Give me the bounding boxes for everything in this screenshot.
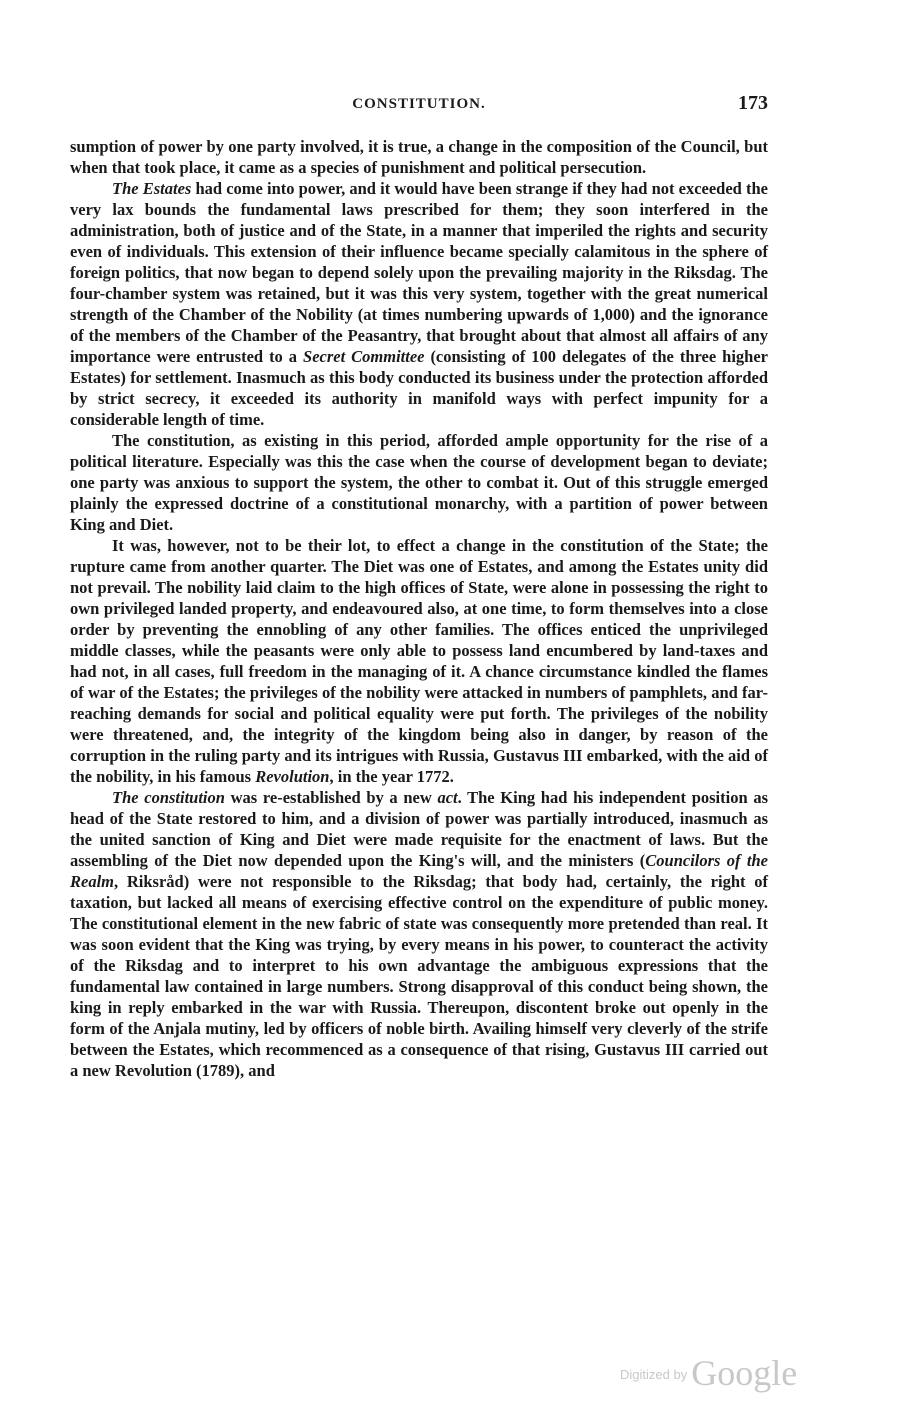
running-head: CONSTITUTION. [352,96,486,112]
run-in-heading: The Estates [112,179,192,198]
page-header [70,94,768,120]
paragraph-5: The constitution was re-established by a new act. The King had his independent position as head of the State restored to him, and a division of power was partially introduced, inasmuch as the united sanction of King and Diet were made requisite for the enactment of laws. But the assembling of the Diet now depended upon the King's will, and the ministers (Councilors of the Realm, Riksråd) were not responsible to the Riksdag; that body had, certainly, the right of taxation, but lacked all means of exercising effective control on the expenditure of public money. The constitutional element in the new fabric of state was consequently more pretended than real. It was soon evident that the King was trying, by every means in his power, to counteract the activity of the Riksdag and to interpret to his own advantage the ambiguous expressions that the fundamental law contained in large numbers. Strong disapproval of this conduct being shown, the king in reply embarked in the war with Russia. Thereupon, discontent broke out openly in the form of the Anjala mutiny, led by officers of noble birth. Availing himself very cleverly of the strife between the Estates, which recommenced as a consequence of that rising, Gustavus III carried out a new Revolution (1789), and [70,788,768,1080]
emphasis: Councilors of the Realm [70,851,768,891]
emphasis: Revolution [255,767,330,786]
paragraph-1: sumption of power by one party involved, it is true, a change in the composition of the Council, but when that took place, it came as a species of punishment and political persecution. [70,137,768,177]
run-in-heading: The constitution [112,788,225,807]
digitized-watermark [620,1352,820,1396]
paragraph-3: The constitution, as existing in this period, afforded ample opportunity for the rise of a political literature. Especially was this the case when the course of development began to deviate; one party was anxious to support the system, the other to combat it. Out of this struggle emerged plainly the expressed doctrine of a constitutional monarchy, with a partition of power between King and Diet. [70,431,768,534]
google-logo: Google [691,1353,798,1393]
paragraph-4: It was, however, not to be their lot, to effect a change in the constitution of the State; the rupture came from another quarter. The Diet was one of Estates, and among the Estates unity did not prevail. The nobility laid claim to the high offices of State, were alone in possessing the right to own privileged landed property, and endeavoured also, at one time, to form themselves into a close order by preventing the ennobling of any other families. The offices enticed the unprivileged middle classes, while the peasants were only able to possess land encumbered by land-taxes and had not, in all cases, full freedom in the managing of it. A chance circumstance kindled the flames of war of the Estates; the privileges of the nobility were attacked in numbers of pamphlets, and far-reaching demands for social and political equality were put forth. The privileges of the nobility were threatened, and, the integrity of the kingdom being also in danger, by reason of the corruption in the ruling party and its intrigues with Russia, Gustavus III embarked, with the aid of the nobility, in his famous Revolution, in the year 1772. [70,536,768,786]
page-number: 173 [738,92,768,114]
body-text [70,136,768,1081]
emphasis: Secret Committee [303,347,425,366]
emphasis: act [437,788,458,807]
paragraph-2: The Estates had come into power, and it would have been strange if they had not exceeded the very lax bounds the fundamental laws prescribed for them; they soon interfered in the administration, both of justice and of the State, in a manner that imperiled the rights and security even of individuals. This extension of their influence became specially calamitous in the sphere of foreign politics, that now began to depend solely upon the prevailing majority in the Riksdag. The four-chamber system was retained, but it was this very system, together with the great numerical strength of the Chamber of the Nobility (at times numbering upwards of 1,000) and the ignorance of the members of the Chamber of the Peasantry, that brought about that almost all affairs of any importance were entrusted to a Secret Committee (consisting of 100 delegates of the three higher Estates) for settlement. Inasmuch as this body conducted its business under the protection afforded by strict secrecy, it exceeded its authority in manifold ways with perfect impunity for a considerable length of time. [70,179,768,429]
watermark-prefix: Digitized by [620,1367,688,1382]
